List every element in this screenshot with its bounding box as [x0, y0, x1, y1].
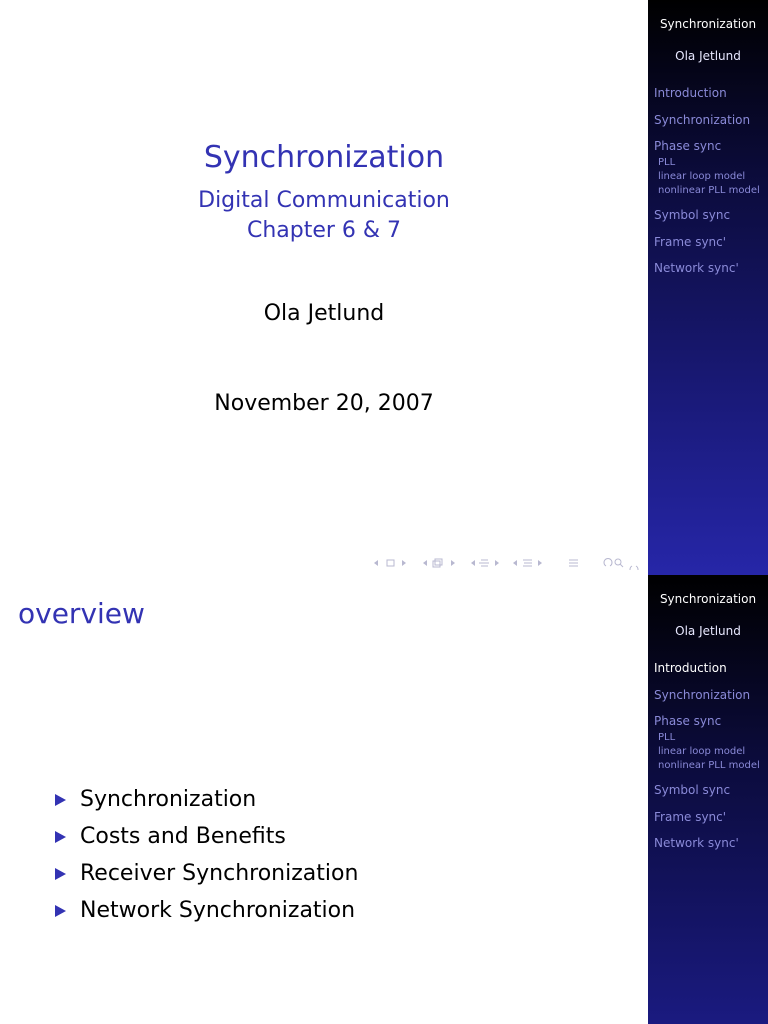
back-icon[interactable] [604, 559, 612, 566]
frame-title: overview [18, 597, 145, 630]
sidebar-subitem-linear-loop-model[interactable]: linear loop model [658, 171, 746, 182]
sidebar-item-synchronization[interactable]: Synchronization [654, 688, 751, 702]
sidebar-item-phase-sync[interactable]: Phase sync [654, 139, 722, 153]
sidebar-item-frame-sync[interactable]: Frame sync' [654, 235, 727, 249]
sidebar-author[interactable]: Ola Jetlund [675, 624, 741, 638]
sidebar-item-network-sync[interactable]: Network sync' [654, 836, 739, 850]
next-subsection-icon[interactable] [495, 560, 499, 566]
sidebar-item-phase-sync[interactable]: Phase sync [654, 714, 722, 728]
sidebar-item-frame-sync[interactable]: Frame sync' [654, 810, 727, 824]
bullet-triangle-icon [55, 868, 66, 880]
sidebar-title[interactable]: Synchronization [659, 592, 757, 606]
list-item [55, 824, 358, 861]
sidebar-item-network-sync[interactable]: Network sync' [654, 261, 739, 275]
list-item [55, 861, 358, 898]
bullet-triangle-icon [55, 905, 66, 917]
section-icon[interactable] [523, 560, 532, 566]
prev-subsection-icon[interactable] [471, 560, 475, 566]
bullet-triangle-icon [55, 794, 66, 806]
overview-slide [0, 575, 768, 1024]
next-frame-icon[interactable] [451, 560, 455, 566]
search-icon[interactable] [615, 559, 623, 567]
document-icon[interactable] [569, 560, 578, 566]
list-item [55, 787, 358, 824]
sidebar-item-symbol-sync[interactable]: Symbol sync [654, 208, 731, 222]
frame-icon[interactable] [433, 559, 442, 567]
bullet-list [55, 787, 358, 935]
presentation-date: November 20, 2007 [214, 391, 434, 416]
sidebar [648, 0, 768, 575]
slide-icon[interactable] [387, 560, 394, 566]
sidebar-subitem-pll[interactable]: PLL [658, 157, 676, 168]
subtitle-chapter: Chapter 6 & 7 [246, 218, 402, 243]
forward-icon[interactable] [630, 566, 638, 570]
sidebar [648, 575, 768, 1024]
presentation-title: Synchronization [203, 140, 445, 175]
list-item-text: Receiver Synchronization [80, 861, 359, 886]
sidebar-title[interactable]: Synchronization [659, 17, 757, 31]
navigation-symbols [370, 556, 645, 570]
sidebar-item-introduction[interactable]: Introduction [654, 661, 727, 675]
list-item-text: Synchronization [80, 787, 257, 812]
sidebar-subitem-nonlinear-pll-model[interactable]: nonlinear PLL model [658, 760, 760, 771]
next-slide-icon[interactable] [402, 560, 406, 566]
sidebar-item-symbol-sync[interactable]: Symbol sync [654, 783, 731, 797]
sidebar-item-synchronization[interactable]: Synchronization [654, 113, 751, 127]
list-item-text: Costs and Benefits [80, 824, 286, 849]
sidebar-subitem-linear-loop-model[interactable]: linear loop model [658, 746, 746, 757]
subsection-icon[interactable] [479, 560, 489, 566]
list-item-text: Network Synchronization [80, 898, 356, 923]
prev-frame-icon[interactable] [423, 560, 427, 566]
list-item [55, 898, 358, 935]
presentation-author: Ola Jetlund [263, 301, 385, 326]
prev-slide-icon[interactable] [374, 560, 378, 566]
sidebar-subitem-pll[interactable]: PLL [658, 732, 676, 743]
prev-section-icon[interactable] [513, 560, 517, 566]
next-section-icon[interactable] [538, 560, 542, 566]
sidebar-author[interactable]: Ola Jetlund [675, 49, 741, 63]
subtitle-course: Digital Communication [198, 188, 450, 213]
sidebar-item-introduction[interactable]: Introduction [654, 86, 727, 100]
beamer-navigation-bar [370, 556, 645, 570]
sidebar-subitem-nonlinear-pll-model[interactable]: nonlinear PLL model [658, 185, 760, 196]
bullet-triangle-icon [55, 831, 66, 843]
